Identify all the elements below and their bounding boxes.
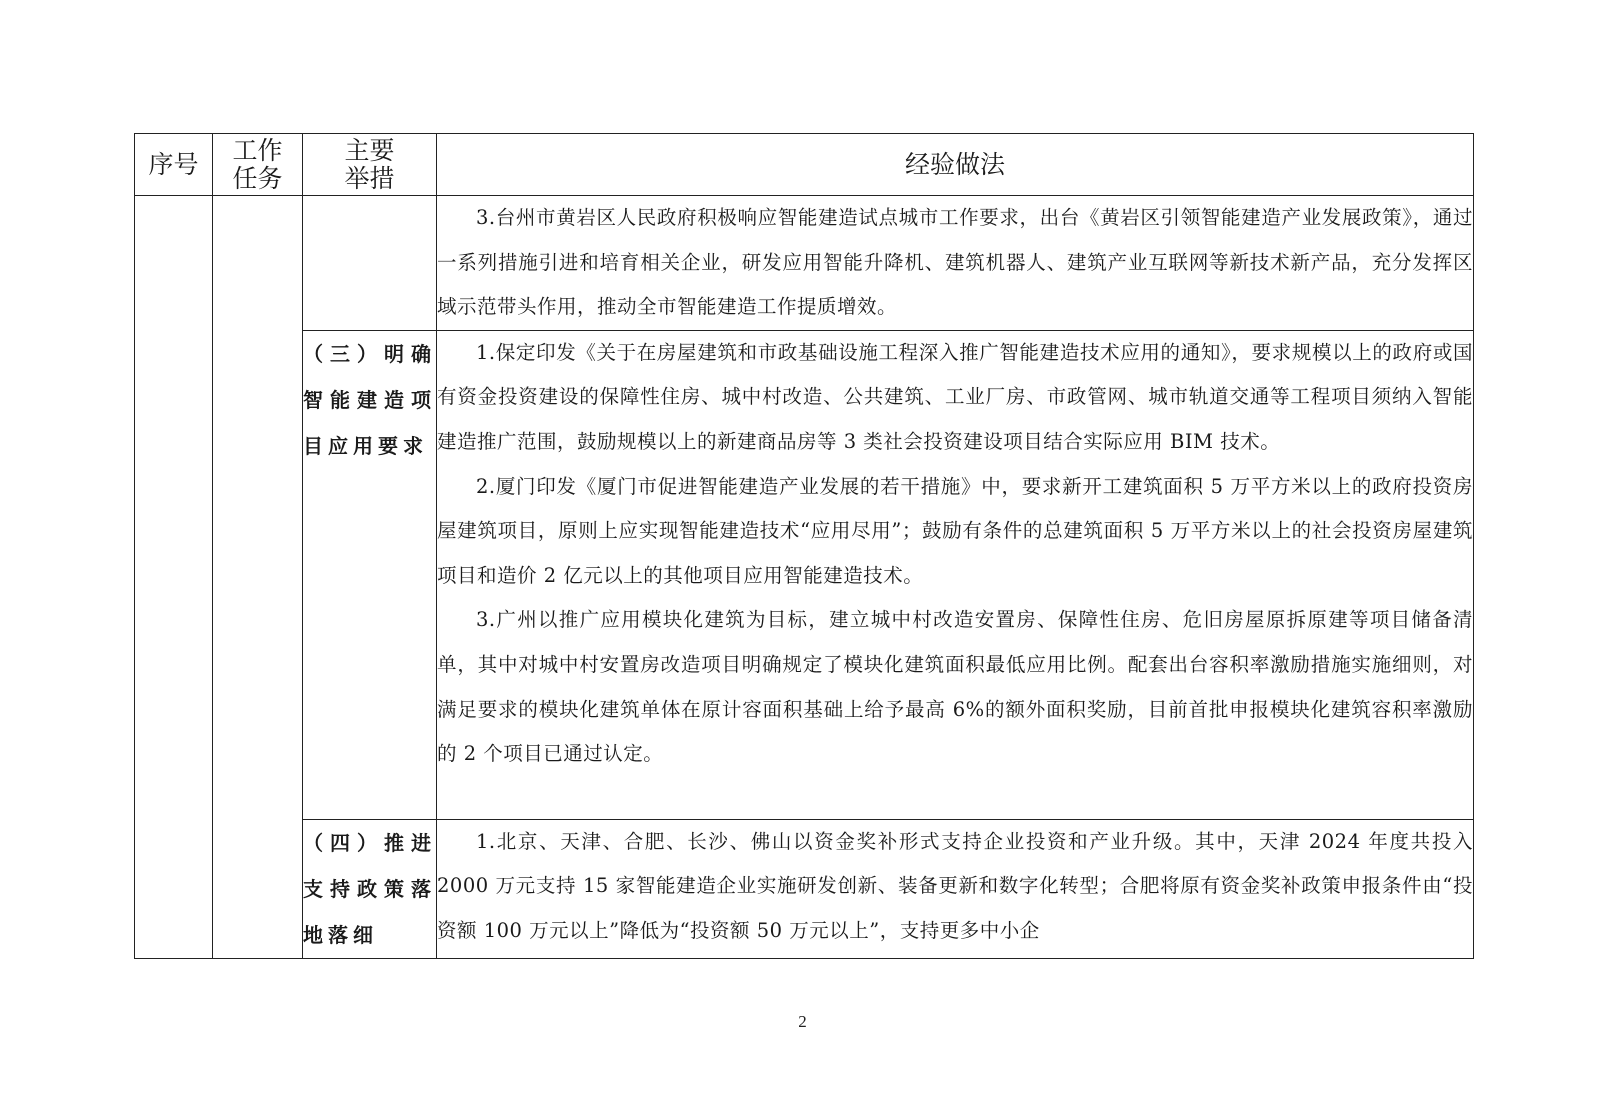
- experience-paragraph: 1.北京、天津、合肥、长沙、佛山以资金奖补形式支持企业投资和产业升级。其中，天津 2024 年度共投入 2000 万元支持 15 家智能建造企业实施研发创新、装备更新和数字化转型；合肥将原有资金奖补政策申报条件由“投资额 100 万元以上”降低为“投资额 50 万元以上”，支持更多中小企: [437, 829, 1473, 942]
- header-task: [213, 134, 303, 196]
- page-number: 2: [798, 1012, 807, 1031]
- table-row: [135, 330, 1474, 819]
- header-measure-line2: 举措: [344, 163, 395, 193]
- measure-cell: [303, 330, 437, 819]
- header-measure-line1: 主要: [344, 135, 395, 165]
- measure-cell-empty: [303, 196, 437, 331]
- experience-cell: [437, 819, 1474, 958]
- table-row: [135, 196, 1474, 331]
- task-cell: [213, 196, 303, 959]
- header-experience: 经验做法: [437, 134, 1474, 196]
- measure-text: （三）明确智能建造项目应用要求: [303, 341, 436, 458]
- experience-paragraph: 3.广州以推广应用模块化建筑为目标，建立城中村改造安置房、保障性住房、危旧房屋原拆原建等项目储备清单，其中对城中村安置房改造项目明确规定了模块化建筑面积最低应用比例。配套出台容积率激励措施实施细则，对满足要求的模块化建筑单体在原计容面积基础上给予最高 6%的额外面积奖励，目前首批申报模块化建筑容积率激励的 2 个项目已通过认定。: [437, 608, 1473, 766]
- header-task-line2: 任务: [232, 163, 283, 193]
- header-measure: [303, 134, 437, 196]
- measure-cell: [303, 819, 437, 958]
- experience-cell: [437, 330, 1474, 819]
- experience-paragraph: 2.厦门印发《厦门市促进智能建造产业发展的若干措施》中，要求新开工建筑面积 5 万平方米以上的政府投资房屋建筑项目，原则上应实现智能建造技术“应用尽用”；鼓励有条件的总建筑面积 5 万平方米以上的社会投资房屋建筑项目和造价 2 亿元以上的其他项目应用智能建造技术。: [437, 474, 1473, 587]
- experience-cell: [437, 196, 1474, 331]
- experience-table: [134, 133, 1474, 959]
- table-header-row: [135, 134, 1474, 196]
- seq-cell: [135, 196, 213, 959]
- experience-paragraph: 3.台州市黄岩区人民政府积极响应智能建造试点城市工作要求，出台《黄岩区引领智能建造产业发展政策》，通过一系列措施引进和培育相关企业，研发应用智能升降机、建筑机器人、建筑产业互联网等新技术新产品，充分发挥区域示范带头作用，推动全市智能建造工作提质增效。: [437, 206, 1473, 319]
- experience-paragraph: 1.保定印发《关于在房屋建筑和市政基础设施工程深入推广智能建造技术应用的通知》，要求规模以上的政府或国有资金投资建设的保障性住房、城中村改造、公共建筑、工业厂房、市政管网、城市轨道交通等工程项目须纳入智能建造推广范围，鼓励规模以上的新建商品房等 3 类社会投资建设项目结合实际应用 BIM 技术。: [437, 340, 1473, 453]
- header-task-line1: 工作: [232, 135, 283, 165]
- measure-text: （四）推进支持政策落地落细: [303, 830, 436, 947]
- table-row: [135, 819, 1474, 958]
- header-seq: 序号: [135, 134, 213, 196]
